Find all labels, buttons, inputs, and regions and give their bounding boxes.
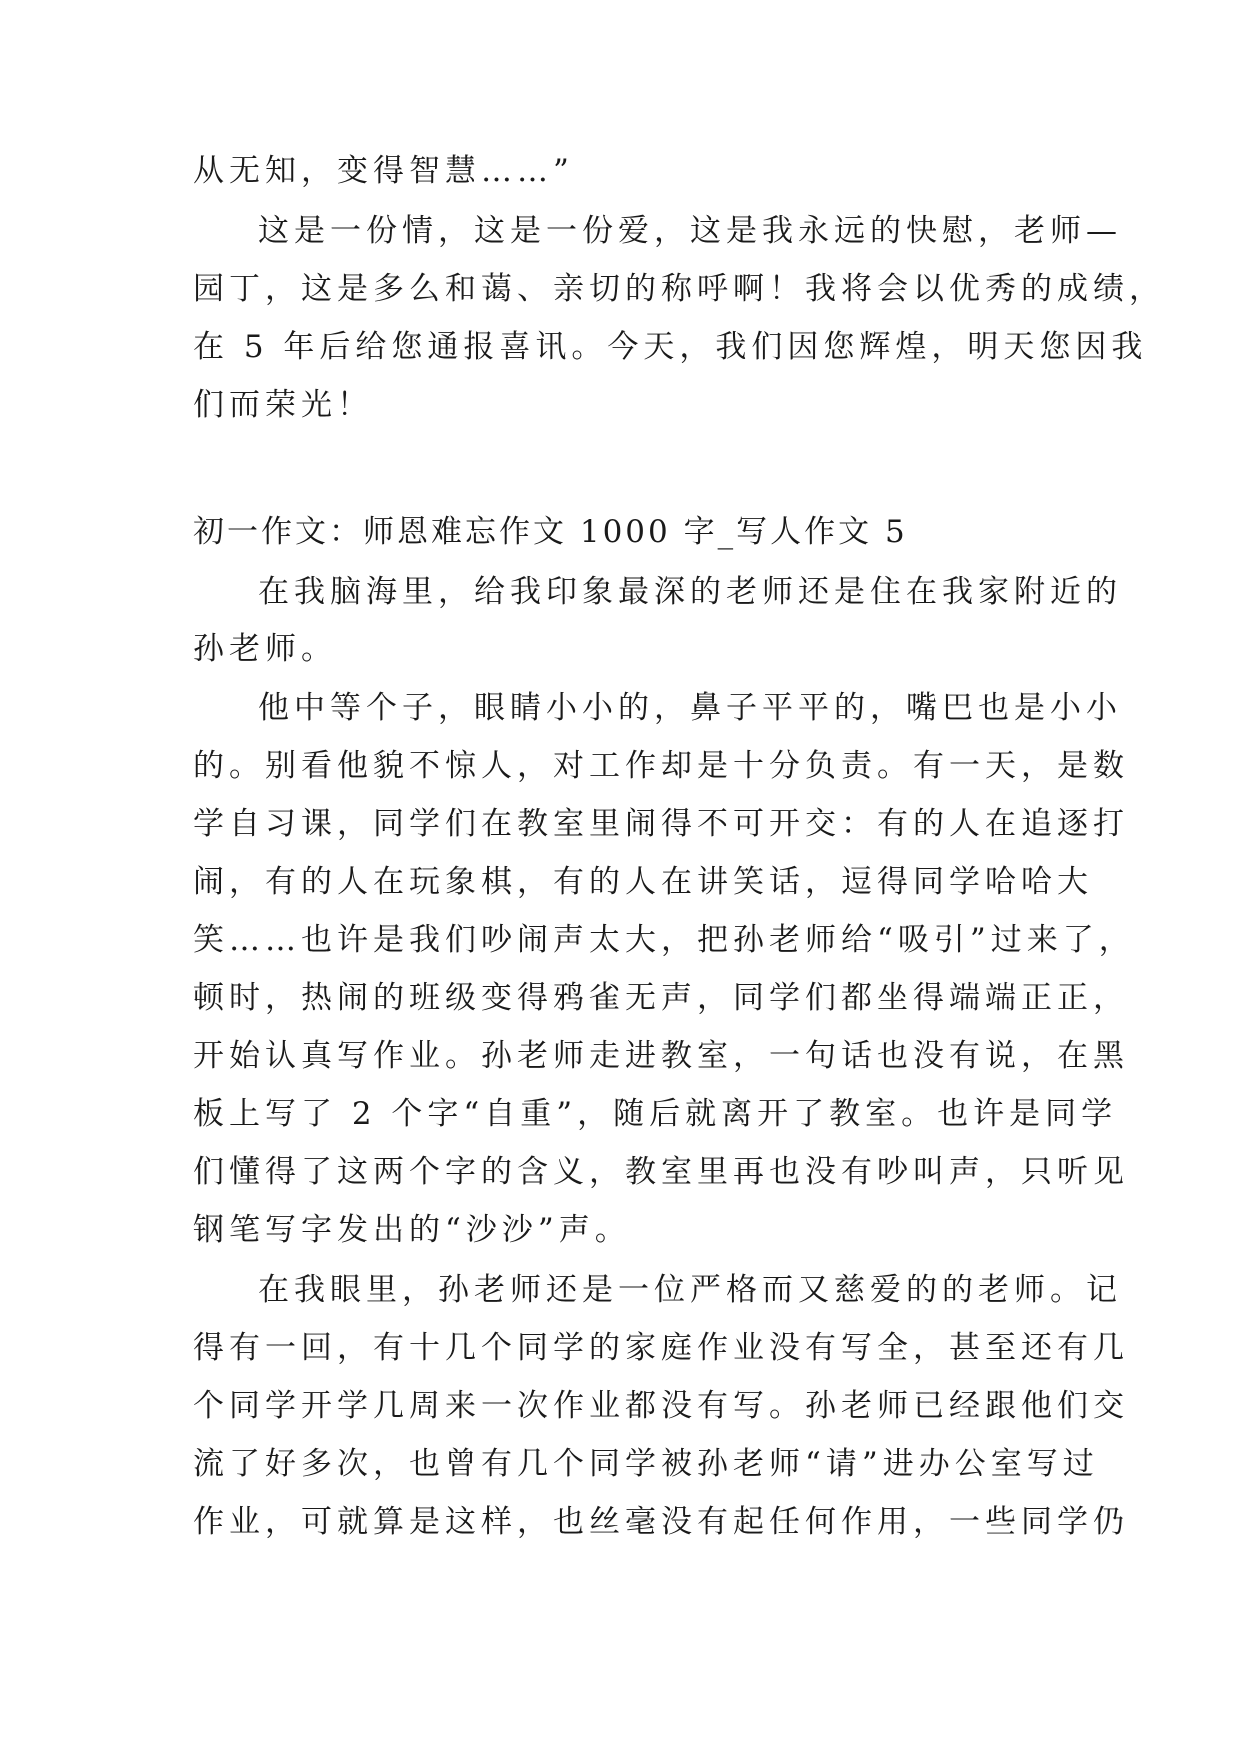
text-line: 在 5 年后给您通报喜讯。今天，我们因您辉煌，明天您因我 [193, 329, 1148, 365]
text-line: 得有一回，有十几个同学的家庭作业没有写全，甚至还有几 [193, 1330, 1129, 1366]
paragraph-first-line: 在我眼里，孙老师还是一位严格而又慈爱的的老师。记 [258, 1272, 1122, 1308]
paragraph-first-line: 在我脑海里，给我印象最深的老师还是住在我家附近的 [258, 574, 1122, 610]
text-line: 的。别看他貌不惊人，对工作却是十分负责。有一天，是数 [193, 748, 1129, 784]
text-line: 钢笔写字发出的“沙沙”声。 [193, 1212, 631, 1248]
text-line: 作业，可就算是这样，也丝毫没有起任何作用，一些同学仍 [193, 1504, 1129, 1540]
text-line: 板上写了 2 个字“自重”，随后就离开了教室。也许是同学 [193, 1096, 1118, 1132]
text-line: 园丁，这是多么和蔼、亲切的称呼啊！我将会以优秀的成绩， [193, 271, 1165, 307]
text-line: 从无知，变得智慧……” [193, 153, 574, 189]
text-line: 孙老师。 [193, 631, 337, 667]
paragraph-first-line: 这是一份情，这是一份爱，这是我永远的快慰，老师— [258, 213, 1122, 249]
text-line: 开始认真写作业。孙老师走进教室，一句话也没有说，在黑 [193, 1038, 1129, 1074]
text-line: 个同学开学几周来一次作业都没有写。孙老师已经跟他们交 [193, 1388, 1129, 1424]
text-line: 流了好多次，也曾有几个同学被孙老师“请”进办公室写过 [193, 1446, 1099, 1482]
text-line: 们而荣光！ [193, 387, 373, 423]
section-title: 初一作文：师恩难忘作文 1000 字_写人作文 5 [193, 514, 908, 550]
paragraph-first-line: 他中等个子，眼睛小小的，鼻子平平的，嘴巴也是小小 [258, 690, 1122, 726]
text-line: 学自习课，同学们在教室里闹得不可开交：有的人在追逐打 [193, 806, 1129, 842]
text-line: 笑……也许是我们吵闹声太大，把孙老师给“吸引”过来了， [193, 922, 1135, 958]
text-line: 顿时，热闹的班级变得鸦雀无声，同学们都坐得端端正正， [193, 980, 1129, 1016]
text-line: 们懂得了这两个字的含义，教室里再也没有吵叫声，只听见 [193, 1154, 1129, 1190]
text-line: 闹，有的人在玩象棋，有的人在讲笑话，逗得同学哈哈大 [193, 864, 1093, 900]
